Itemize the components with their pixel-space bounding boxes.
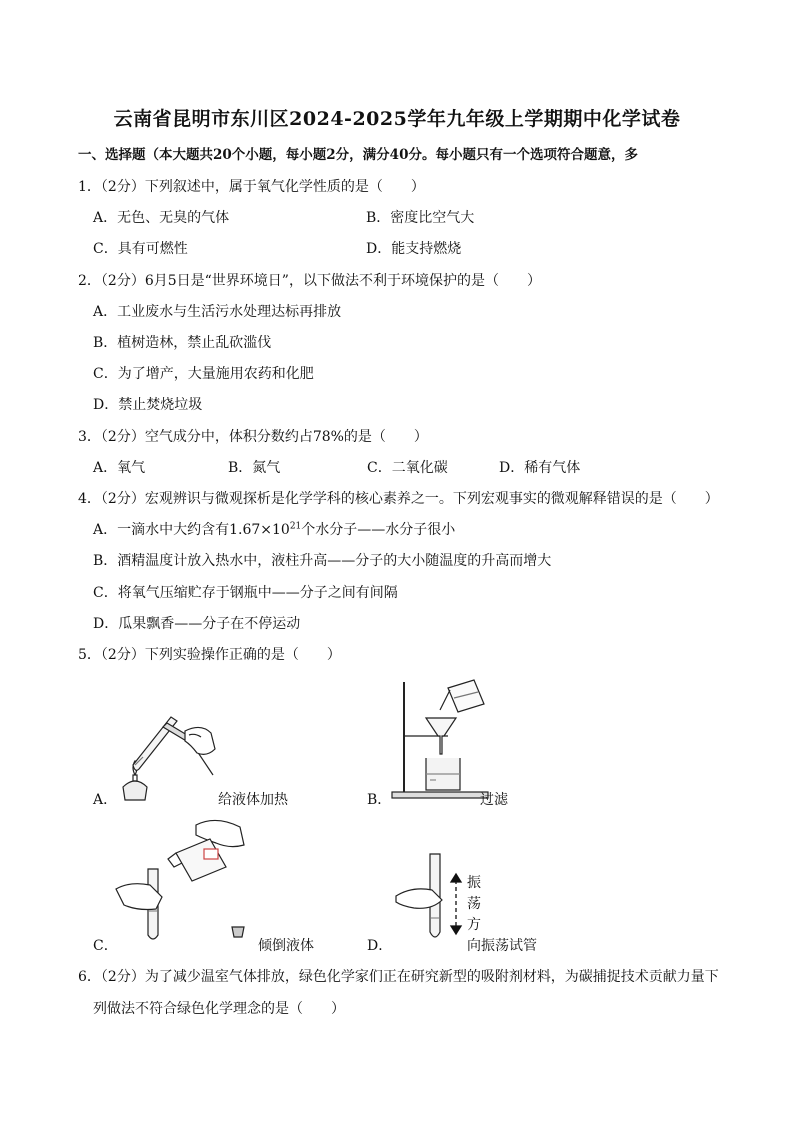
question-4-option-a-text-end: 个水分子——水分子很小 — [301, 522, 456, 538]
question-1-option-b: B．密度比空气大 — [366, 210, 475, 226]
exam-title: 云南省昆明市东川区2024-2025学年九年级上学期期中化学试卷 — [113, 108, 681, 130]
question-2-option-c: C．为了增产，大量施用农药和化肥 — [93, 366, 314, 382]
question-4-option-a — [93, 519, 455, 539]
question-2-option-d: D．禁止焚烧垃圾 — [93, 397, 203, 413]
shaking-test-tube-illustration — [396, 852, 458, 947]
question-4-option-b: B．酒精温度计放入热水中，液柱升高——分子的大小随温度的升高而增大 — [93, 553, 552, 569]
heating-liquid-illustration — [115, 705, 225, 805]
shake-direction-char-1: 振 — [467, 875, 481, 891]
question-5-option-c-letter: C． — [93, 938, 118, 954]
question-2-stem: 2．（2分）6月5日是“世界环境日”，以下做法不利于环境保护的是（ ） — [78, 273, 541, 289]
question-4-option-a-text: A．一滴水中大约含有1.67×10 — [93, 522, 290, 538]
question-5-option-b-caption: 过滤 — [480, 792, 508, 808]
section-heading: 一、选择题（本大题共20个小题，每小题2分，满分40分。每小题只有一个选项符合题意，多 — [78, 147, 638, 163]
question-6-stem-line-1: 6．（2分）为了减少温室气体排放，绿色化学家们正在研究新型的吸附剂材料，为碳捕捉技术贡献力量下 — [78, 969, 719, 985]
question-4-option-a-exponent: 21 — [289, 521, 302, 532]
question-3-option-a: A．氧气 — [93, 460, 146, 476]
question-3-option-c: C．二氧化碳 — [367, 460, 448, 476]
shake-direction-char-2: 荡 — [467, 896, 481, 912]
vertical-arrow-icon — [450, 874, 462, 934]
question-2-option-a: A．工业废水与生活污水处理达标再排放 — [93, 304, 342, 320]
question-2-option-b: B．植树造林，禁止乱砍滥伐 — [93, 335, 272, 351]
question-1-option-d: D．能支持燃烧 — [366, 241, 462, 257]
question-5-stem: 5．（2分）下列实验操作正确的是（ ） — [78, 647, 341, 663]
question-6-stem-line-2: 列做法不符合绿色化学理念的是（ ） — [93, 1001, 345, 1017]
question-4-stem: 4．（2分）宏观辨识与微观探析是化学学科的核心素养之一。下列宏观事实的微观解释错误的是（ ） — [78, 491, 719, 507]
question-5-option-d-letter: D． — [367, 938, 393, 954]
question-3-option-d: D．稀有气体 — [499, 460, 581, 476]
question-5-option-b-letter: B． — [367, 792, 392, 808]
question-5-option-a-letter: A． — [93, 792, 118, 808]
question-1-option-a: A．无色、无臭的气体 — [93, 210, 230, 226]
question-4-option-d: D．瓜果飘香——分子在不停运动 — [93, 616, 301, 632]
filtration-illustration — [392, 676, 492, 801]
pouring-liquid-illustration — [116, 815, 246, 950]
question-3-stem: 3．（2分）空气成分中，体积分数约占78%的是（ ） — [78, 429, 428, 445]
question-5-option-d-caption: 振荡试管 — [481, 938, 537, 954]
question-3-option-b: B．氮气 — [228, 460, 281, 476]
question-5-option-a-caption: 给液体加热 — [218, 792, 288, 808]
question-1-option-c: C．具有可燃性 — [93, 241, 188, 257]
question-5-option-c-caption: 倾倒液体 — [258, 938, 314, 954]
shake-direction-char-3: 方 — [467, 917, 481, 933]
question-4-option-c: C．将氧气压缩贮存于钢瓶中——分子之间有间隔 — [93, 585, 398, 601]
question-1-stem: 1．（2分）下列叙述中，属于氧气化学性质的是（ ） — [78, 179, 425, 195]
shake-direction-char-4: 向 — [467, 938, 481, 954]
